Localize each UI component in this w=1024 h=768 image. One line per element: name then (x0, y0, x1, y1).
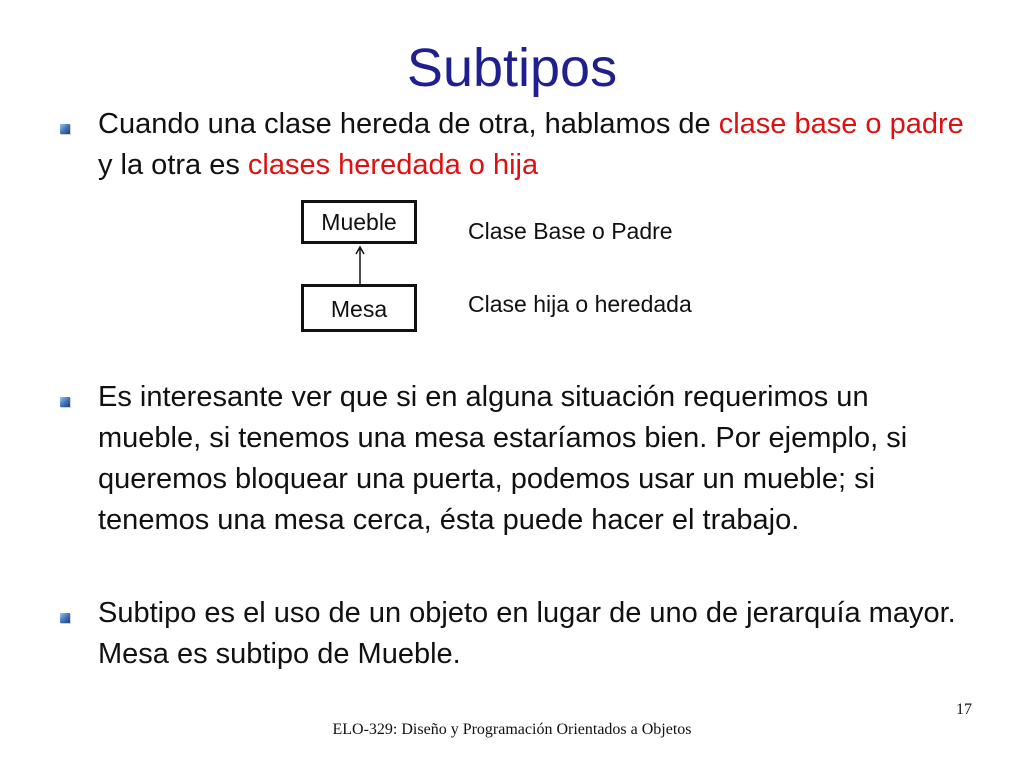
bullet-square-icon (60, 397, 70, 407)
bullet-1-text (98, 104, 978, 186)
diagram-parent-box: Mueble (301, 200, 417, 244)
bullet-1-part-3: y la otra es (98, 149, 248, 181)
bullet-1-highlight-hija: clases heredada o hija (247, 149, 539, 181)
bullet-2-text: Es interesante ver que si en alguna situación requerimos un mueble, si tenemos una mesa estaríamos bien. Por ejemplo, si queremos bloquear una puerta, podemos usar un mueble; si tenemos una mesa cerca, ésta puede hacer el trabajo. (98, 381, 908, 536)
diagram-child-box: Mesa (301, 284, 417, 332)
bullet-3-text: Subtipo es el uso de un objeto en lugar de uno de jerarquía mayor. Mesa es subtipo de Mueble. (98, 597, 956, 670)
bullet-square-icon (60, 613, 70, 623)
bullet-3 (60, 593, 960, 683)
inheritance-arrow-icon (350, 244, 370, 284)
slide-title: Subtipos (406, 38, 618, 98)
bullet-1-part-1: Cuando una clase hereda de otra, hablamos de (98, 108, 719, 140)
page-number: 17 (956, 701, 972, 718)
slide-footer: ELO-329: Diseño y Programación Orientados a Objetos (332, 721, 692, 738)
bullet-square-icon (60, 124, 70, 134)
diagram-child-label: Clase hija o heredada (468, 291, 692, 317)
diagram-parent-label: Clase Base o Padre (468, 218, 673, 244)
bullet-2 (60, 377, 960, 587)
bullet-1 (60, 104, 964, 194)
bullet-1-highlight-base: clase base o padre (718, 108, 964, 140)
